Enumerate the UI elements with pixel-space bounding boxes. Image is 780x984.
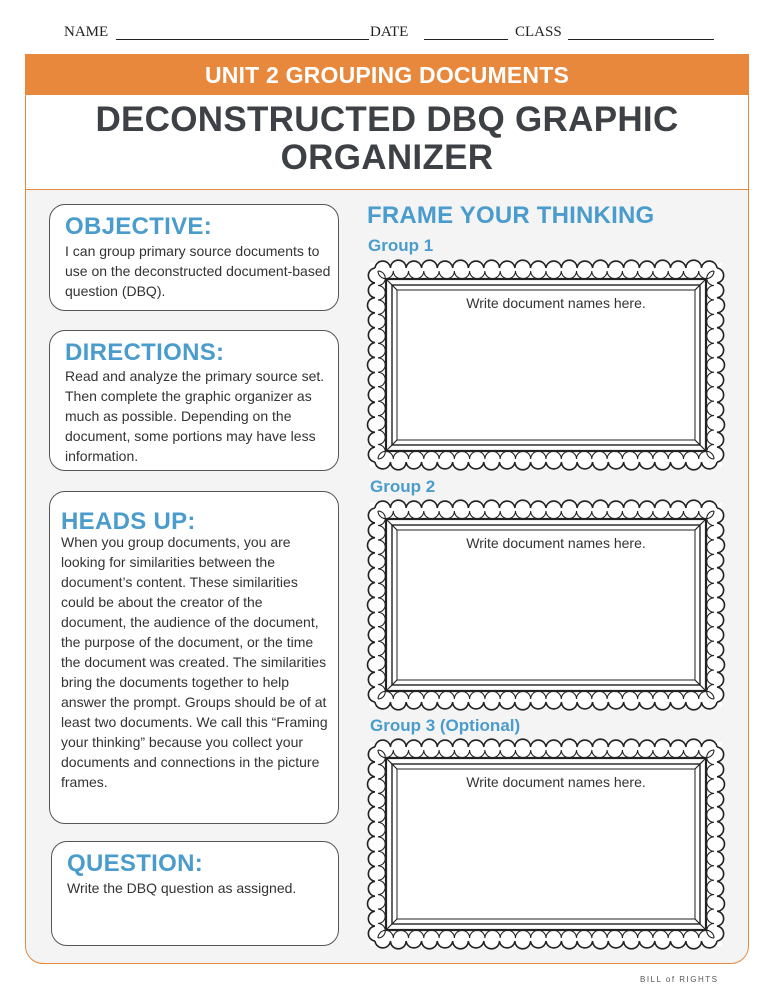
class-field[interactable] xyxy=(568,39,714,40)
name-label: NAME xyxy=(64,24,109,40)
scalloped-frame-icon xyxy=(366,259,726,471)
heads-up-box xyxy=(49,491,339,824)
question-heading: QUESTION: xyxy=(67,850,204,877)
group-1-frame[interactable] xyxy=(366,259,726,471)
directions-box xyxy=(49,330,339,471)
group-2-label: Group 2 xyxy=(370,477,436,496)
student-info-line xyxy=(64,24,724,44)
unit-banner: UNIT 2 GROUPING DOCUMENTS xyxy=(26,55,748,95)
group-1-label: Group 1 xyxy=(368,236,434,255)
frame-section-heading: FRAME YOUR THINKING xyxy=(367,202,655,229)
directions-text: Read and analyze the primary source set. Then complete the graphic organizer as much as possible. Depending on the document, some portions may have less information. xyxy=(65,368,325,464)
title-box xyxy=(26,95,748,190)
footer-logo: BILL of RIGHTS xyxy=(640,975,719,984)
group-3-frame[interactable] xyxy=(366,738,726,950)
date-field[interactable] xyxy=(424,39,508,40)
directions-heading: DIRECTIONS: xyxy=(65,339,225,366)
group-3-placeholder: Write document names here. xyxy=(466,774,646,790)
date-label: DATE xyxy=(370,24,409,40)
question-text: Write the DBQ question as assigned. xyxy=(67,880,297,896)
heads-up-text: When you group documents, you are looking for similarities between the document’s content. These similarities could be about the creator of the document, the audience of the document, the purpose of the document, or the time the document was created. The similarities bring the documents together to help answer the prompt. Groups should be of at least two documents. We call this “Framing your thinking” because you collect your documents and connections in the picture frames. xyxy=(61,534,328,790)
objective-heading: OBJECTIVE: xyxy=(65,213,213,240)
group-3-label: Group 3 (Optional) xyxy=(370,716,521,735)
heads-up-heading: HEADS UP: xyxy=(61,508,196,535)
scalloped-frame-icon xyxy=(366,738,726,950)
name-field[interactable] xyxy=(116,39,369,40)
objective-box xyxy=(49,204,339,311)
group-2-placeholder: Write document names here. xyxy=(466,535,646,551)
scalloped-frame-icon xyxy=(366,499,726,711)
question-box[interactable] xyxy=(51,841,339,946)
class-label: CLASS xyxy=(515,24,562,40)
group-1-placeholder: Write document names here. xyxy=(466,295,646,311)
group-2-frame[interactable] xyxy=(366,499,726,711)
page-title: DECONSTRUCTED DBQ GRAPHIC ORGANIZER xyxy=(95,100,679,177)
objective-text: I can group primary source documents to use on the deconstructed document-based question (DBQ). xyxy=(65,243,331,299)
